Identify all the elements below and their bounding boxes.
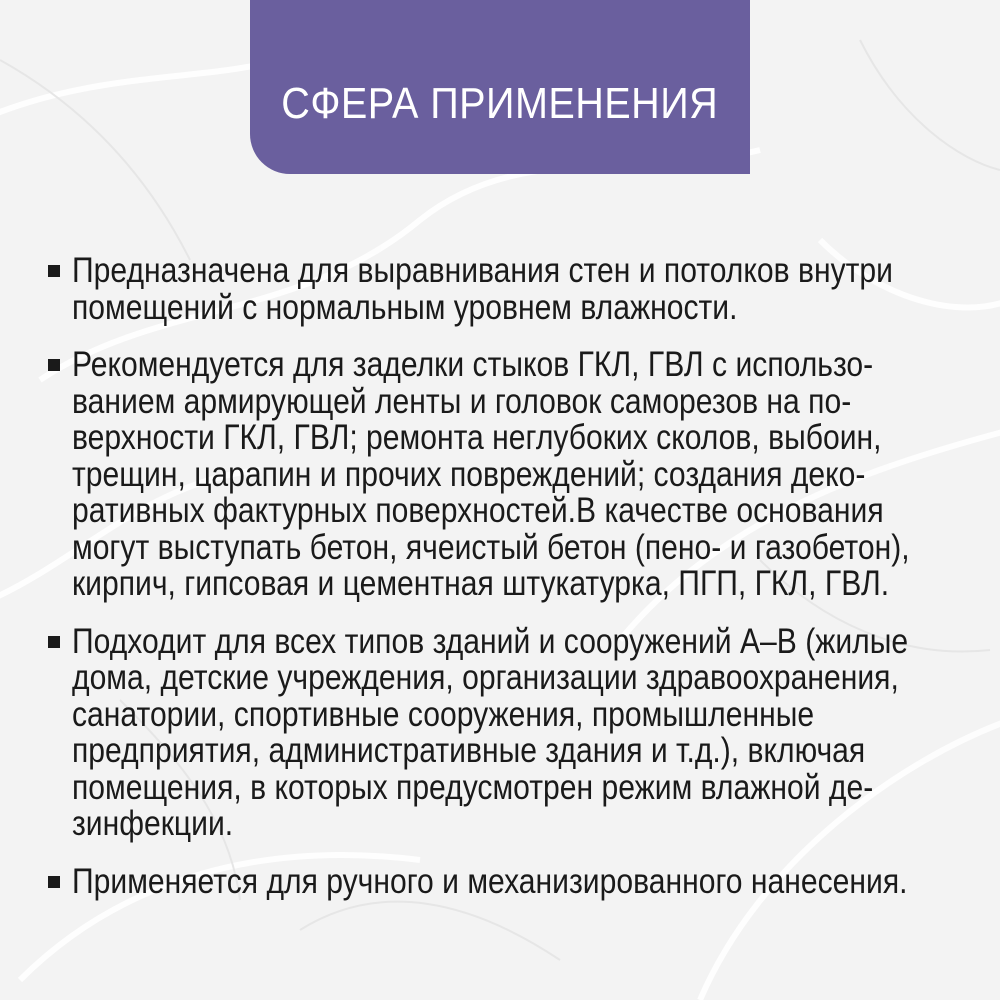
list-item-text: Предназначена для выравнивания стен и потолков внутри помещений с нормальным уровнем влажности. [72,251,893,327]
square-bullet-icon [48,265,60,277]
list-item-text: Применяется для ручного и механизированного нанесения. [72,861,908,901]
list-item [48,621,940,843]
application-list [48,253,940,921]
square-bullet-icon [48,359,60,371]
list-item [48,347,940,603]
square-bullet-icon [48,876,60,888]
list-item-text: Рекомендуется для заделки стыков ГКЛ, ГВЛ с использованием армирующей ленты и головок саморезов на поверхности ГКЛ, ГВЛ; ремонта неглубоких сколов, выбоин, трещин, царапин и прочих повреждений; создания декоративных фактурных поверхностей.В качестве основания могут выступать бетон, ячеистый бетон (пено- и газобетон), кирпич, гипсовая и цементная штукатурка, ПГП, ГКЛ, ГВЛ. [72,345,910,603]
list-item-text: Подходит для всех типов зданий и сооружений А–В (жилые дома, детские учреждения, организации здравоохранения, санатории, спортивные сооружения, промышленные предприятия, административные здания и т.д.), включая помещения, в которых предусмотрен режим влажной дезинфекции. [72,621,909,843]
list-item [48,861,940,901]
header-banner [250,0,750,174]
page-title: СФЕРА ПРИМЕНЕНИЯ [281,79,719,128]
square-bullet-icon [48,636,60,648]
list-item [48,253,940,326]
